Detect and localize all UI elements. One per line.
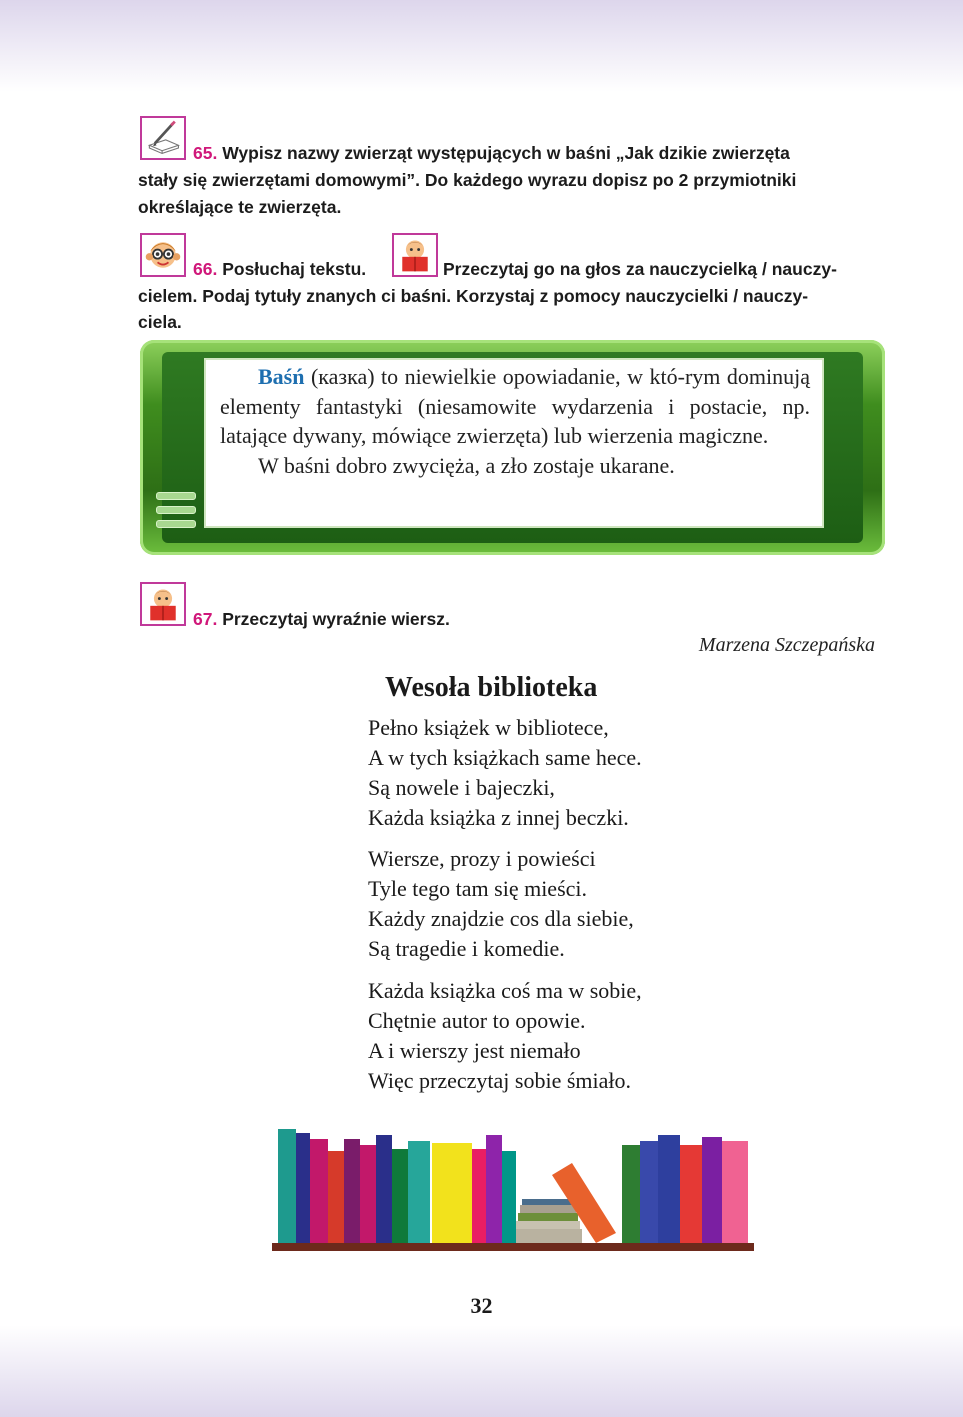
definition-text [220, 362, 810, 480]
task-66-line-2 [138, 283, 888, 309]
page-header-band [0, 0, 963, 92]
task-text-line: Wypisz nazwy zwierząt występujących w baśni „Jak dzikie zwierzęta [222, 143, 790, 163]
task-text: Przeczytaj wyraźnie wiersz. [222, 609, 450, 629]
poem-stanza-1 [368, 713, 642, 833]
task-number: 65. [193, 143, 218, 163]
reading-child-icon [392, 233, 438, 277]
task-67 [193, 606, 793, 632]
reading-child-icon [140, 582, 186, 626]
board-slot [156, 492, 196, 500]
page-footer-band [0, 1325, 963, 1417]
board-slot [156, 520, 196, 528]
definition-conclusion: W baśni dobro zwycięża, a zło zostaje ukarane. [258, 452, 675, 478]
poem-line: Wiersze, prozy i powieści [368, 846, 596, 871]
writing-pencil-icon [140, 116, 186, 160]
poem-line: A i wierszy jest niemało [368, 1038, 581, 1063]
task-66-line-3 [138, 309, 888, 335]
poem-title: Wesoła biblioteka [385, 672, 598, 703]
poem-line: Chętnie autor to opowie. [368, 1008, 586, 1033]
poem-author: Marzena Szczepańska [698, 634, 875, 656]
definition-board [140, 340, 885, 555]
task-65-line-3 [138, 194, 888, 220]
poem-line: Tyle tego tam się mieści. [368, 876, 588, 901]
task-65-line-2 [138, 167, 888, 193]
definition-term: Baśń [258, 364, 305, 389]
task-text-line: ciela. [138, 312, 182, 332]
poem-line: Każda książka coś ma w sobie, [368, 978, 642, 1003]
bookshelf-illustration [272, 1125, 754, 1253]
poem-line: Pełno książek w bibliotece, [368, 715, 609, 740]
poem-line: A w tych książkach same hece. [368, 745, 642, 770]
task-text-line: stały się zwierzętami domowymi”. Do każdego wyrazu dopisz po 2 przymiotniki [138, 170, 797, 190]
task-66-part-2 [443, 256, 893, 282]
task-number: 67. [193, 609, 218, 629]
poem-line: Każda książka z innej beczki. [368, 805, 629, 830]
poem-line: Więc przeczytaj sobie śmiało. [368, 1068, 632, 1093]
poem-stanza-3 [368, 976, 642, 1096]
task-65 [193, 140, 893, 166]
board-slot [156, 506, 196, 514]
task-number: 66. [193, 259, 218, 279]
task-text-part: Posłuchaj tekstu. [222, 259, 367, 279]
page-number: 32 [470, 1293, 493, 1318]
poem-stanza-2 [368, 844, 634, 964]
listening-child-icon [140, 233, 186, 277]
task-text-line: określające te zwierzęta. [138, 197, 342, 217]
task-text-line: cielem. Podaj tytuły znanych ci baśni. Korzystaj z pomocy nauczycielki / nauczy- [138, 286, 809, 306]
poem-line: Są nowele i bajeczki, [368, 775, 555, 800]
poem-line: Są tragedie i komedie. [368, 936, 565, 961]
task-text-part: Przeczytaj go na głos za nauczycielką / nauczy- [443, 259, 837, 279]
definition-body: (казка) to niewielkie opowiadanie, w któ-rym dominują elementy fantastyki (niesamowite wydarzenia i postacie, np. latające dywany, mówiące zwierzęta) lub wierzenia magiczne. [220, 364, 810, 448]
poem-line: Każdy znajdzie cos dla siebie, [368, 906, 634, 931]
